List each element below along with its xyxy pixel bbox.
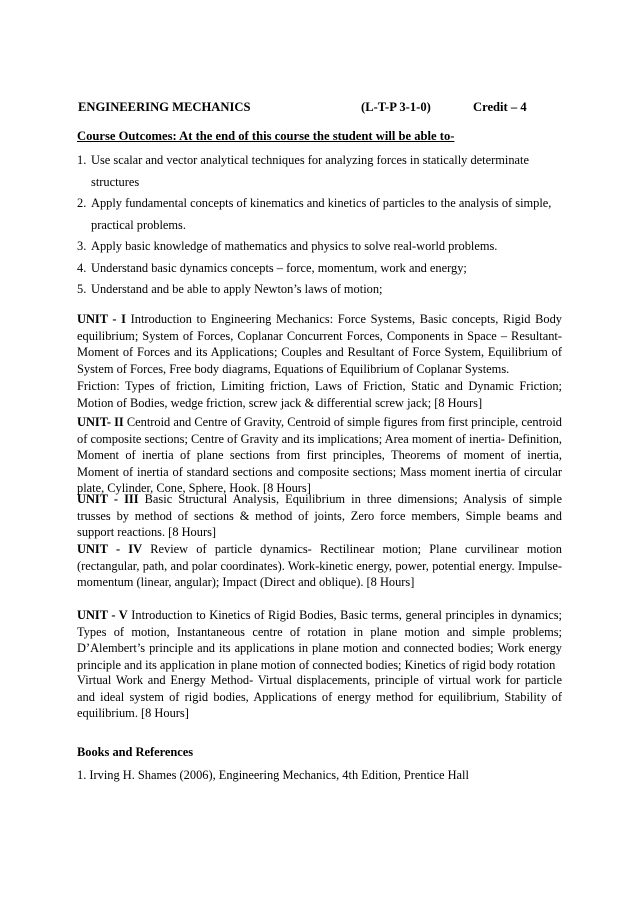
- outcomes-list: [77, 150, 567, 301]
- outcome-item: [77, 258, 567, 280]
- course-title: ENGINEERING MECHANICS: [78, 100, 251, 114]
- unit-5-block: [77, 607, 562, 673]
- book-reference-item: 1. Irving H. Shames (2006), Engineering Mechanics, 4th Edition, Prentice Hall: [77, 768, 469, 782]
- unit-1-friction-block: [77, 378, 562, 411]
- unit-3-paragraph: [77, 491, 562, 541]
- outcome-text: Understand and be able to apply Newton’s laws of motion;: [91, 282, 383, 296]
- outcome-number: 4.: [77, 260, 87, 275]
- outcome-text: Apply fundamental concepts of kinematics and kinetics of particles to the analysis of simple, practical problems.: [91, 196, 552, 232]
- unit-4-block: [77, 541, 562, 591]
- outcomes-heading: Course Outcomes: At the end of this course the student will be able to-: [77, 129, 455, 143]
- course-credit: Credit – 4: [473, 100, 527, 114]
- unit-2-block: [77, 414, 562, 497]
- books-heading: Books and References: [77, 745, 194, 759]
- unit-1-text: Introduction to Engineering Mechanics: Force Systems, Basic concepts, Rigid Body equilibrium; System of Forces, Coplanar Concurrent Forces, Components in Space – Resultant- Moment of Forces and its Applications; Couples and Resultant of Force System, Equilibrium of System of Forces, Free body diagrams, Equations of Equilibrium of Coplanar Systems.: [77, 312, 562, 376]
- outcome-text: Apply basic knowledge of mathematics and physics to solve real-world problems.: [91, 239, 498, 253]
- course-ltp: (L-T-P 3-1-0): [361, 100, 431, 114]
- unit-5-text: Introduction to Kinetics of Rigid Bodies, Basic terms, general principles in dynamics; Types of motion, Instantaneous centre of rotation in plane motion and simple problems; D’Alembert’s principle and its applications in plane motion and connected bodies; Work energy principle and its application in plane motion of connected bodies; Kinetics of rigid body rotation: [77, 608, 562, 672]
- unit-3-text: Basic Structural Analysis, Equilibrium in three dimensions; Analysis of simple trusses by method of sections & method of joints, Zero force members, Simple beams and support reactions. [8 Hours]: [77, 492, 562, 539]
- unit-1-label: UNIT - I: [77, 312, 126, 326]
- outcome-item: [77, 193, 567, 236]
- outcome-item: [77, 279, 567, 301]
- unit-2-label: UNIT- II: [77, 415, 124, 429]
- unit-1-block: [77, 311, 562, 377]
- unit-4-label: UNIT - IV: [77, 542, 143, 556]
- outcome-number: 3.: [77, 239, 87, 253]
- outcome-text: Use scalar and vector analytical techniques for analyzing forces in statically determinate structures: [91, 153, 529, 189]
- unit-1-paragraph: [77, 311, 562, 377]
- outcome-text: Understand basic dynamics concepts – force, momentum, work and energy;: [91, 260, 467, 275]
- unit-3-label: UNIT - III: [77, 492, 139, 506]
- unit-5-virtual-work-block: [77, 672, 562, 722]
- unit-3-block: [77, 491, 562, 541]
- outcome-number: 2.: [77, 196, 87, 210]
- unit-4-paragraph: [77, 541, 562, 591]
- outcome-number: 1.: [77, 153, 87, 167]
- unit-5-paragraph: [77, 607, 562, 673]
- outcome-item: [77, 236, 567, 258]
- unit-5-label: UNIT - V: [77, 608, 128, 622]
- unit-4-text: Review of particle dynamics- Rectilinear motion; Plane curvilinear motion (rectangular, path, and polar coordinates). Work-kinetic energy, power, potential energy. Impulse-momentum (linear, angular); Impact (Direct and oblique). [8 Hours]: [77, 542, 562, 589]
- unit-2-text: Centroid and Centre of Gravity, Centroid of simple figures from first principle, centroid of composite sections; Centre of Gravity and its implications; Area moment of inertia- Definition, Moment of inertia of plane sections from first principles, Theorems of moment of inertia, Moment of inertia of standard sections and composite sections; Mass moment inertia of circular plate, Cylinder, Cone, Sphere, Hook. [8 Hours]: [77, 415, 563, 495]
- unit-2-paragraph: [77, 414, 562, 497]
- unit-5-virtual-work-text: Virtual Work and Energy Method- Virtual displacements, principle of virtual work for particle and ideal system of rigid bodies, Applications of energy method for equilibrium, Stability of equilibrium. [8 Hours]: [77, 673, 562, 720]
- unit-1-friction-text: Friction: Types of friction, Limiting friction, Laws of Friction, Static and Dynamic Friction; Motion of Bodies, wedge friction, screw jack & differential screw jack; [8 Hours]: [77, 379, 562, 410]
- outcome-item: [77, 150, 567, 193]
- outcome-number: 5.: [77, 282, 87, 296]
